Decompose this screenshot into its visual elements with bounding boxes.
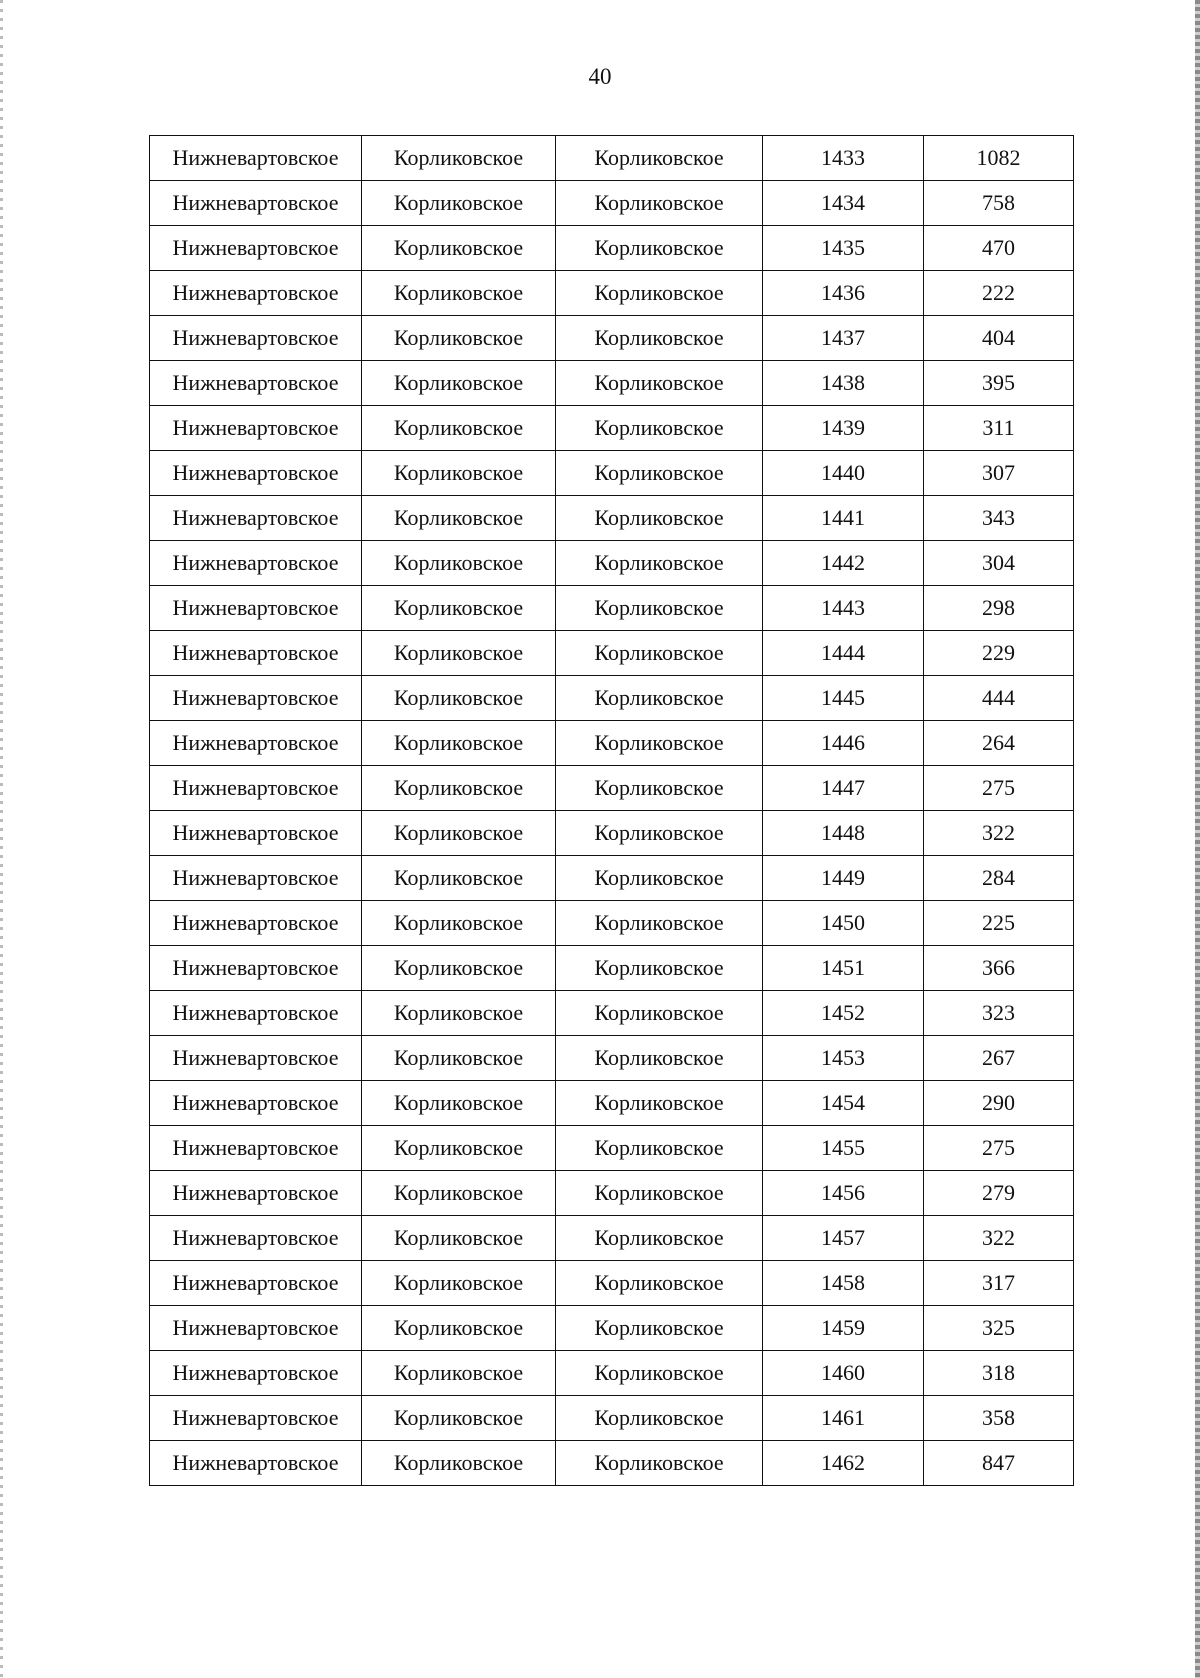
settlement-cell: Корликовское bbox=[362, 1036, 556, 1081]
table-row bbox=[150, 1126, 1074, 1171]
value-cell: 307 bbox=[924, 451, 1074, 496]
number-cell: 1445 bbox=[763, 676, 924, 721]
number-cell: 1458 bbox=[763, 1261, 924, 1306]
settlement-cell: Корликовское bbox=[362, 1081, 556, 1126]
settlement-cell: Корликовское bbox=[362, 856, 556, 901]
number-cell: 1460 bbox=[763, 1351, 924, 1396]
locality-cell: Корликовское bbox=[556, 631, 763, 676]
number-cell: 1461 bbox=[763, 1396, 924, 1441]
locality-cell: Корликовское bbox=[556, 451, 763, 496]
district-cell: Нижневартовское bbox=[150, 316, 362, 361]
number-cell: 1438 bbox=[763, 361, 924, 406]
district-cell: Нижневартовское bbox=[150, 1126, 362, 1171]
table-row bbox=[150, 946, 1074, 991]
value-cell: 1082 bbox=[924, 136, 1074, 181]
table-row bbox=[150, 991, 1074, 1036]
number-cell: 1433 bbox=[763, 136, 924, 181]
locality-cell: Корликовское bbox=[556, 226, 763, 271]
district-cell: Нижневартовское bbox=[150, 1306, 362, 1351]
value-cell: 366 bbox=[924, 946, 1074, 991]
locality-cell: Корликовское bbox=[556, 406, 763, 451]
number-cell: 1451 bbox=[763, 946, 924, 991]
value-cell: 404 bbox=[924, 316, 1074, 361]
district-cell: Нижневартовское bbox=[150, 946, 362, 991]
value-cell: 323 bbox=[924, 991, 1074, 1036]
number-cell: 1440 bbox=[763, 451, 924, 496]
district-cell: Нижневартовское bbox=[150, 541, 362, 586]
page-number: 40 bbox=[588, 64, 612, 89]
value-cell: 322 bbox=[924, 811, 1074, 856]
locality-cell: Корликовское bbox=[556, 721, 763, 766]
settlement-cell: Корликовское bbox=[362, 496, 556, 541]
table-row bbox=[150, 1441, 1074, 1486]
settlement-cell: Корликовское bbox=[362, 1306, 556, 1351]
value-cell: 358 bbox=[924, 1396, 1074, 1441]
settlement-cell: Корликовское bbox=[362, 811, 556, 856]
table-row bbox=[150, 1036, 1074, 1081]
locality-cell: Корликовское bbox=[556, 136, 763, 181]
settlement-cell: Корликовское bbox=[362, 1171, 556, 1216]
settlement-cell: Корликовское bbox=[362, 1261, 556, 1306]
locality-cell: Корликовское bbox=[556, 1036, 763, 1081]
settlement-cell: Корликовское bbox=[362, 586, 556, 631]
table-row bbox=[150, 1171, 1074, 1216]
table-row bbox=[150, 181, 1074, 226]
district-cell: Нижневартовское bbox=[150, 1396, 362, 1441]
table-row bbox=[150, 1396, 1074, 1441]
number-cell: 1449 bbox=[763, 856, 924, 901]
table-row bbox=[150, 676, 1074, 721]
table-row bbox=[150, 451, 1074, 496]
number-cell: 1457 bbox=[763, 1216, 924, 1261]
locality-cell: Корликовское bbox=[556, 901, 763, 946]
district-cell: Нижневартовское bbox=[150, 451, 362, 496]
table-row bbox=[150, 316, 1074, 361]
scan-edge-right bbox=[1195, 0, 1200, 1678]
table-row bbox=[150, 361, 1074, 406]
settlement-cell: Корликовское bbox=[362, 361, 556, 406]
locality-cell: Корликовское bbox=[556, 946, 763, 991]
scan-edge-left bbox=[0, 0, 3, 1678]
number-cell: 1442 bbox=[763, 541, 924, 586]
district-cell: Нижневартовское bbox=[150, 226, 362, 271]
table-row bbox=[150, 541, 1074, 586]
table-row bbox=[150, 406, 1074, 451]
value-cell: 264 bbox=[924, 721, 1074, 766]
locality-cell: Корликовское bbox=[556, 316, 763, 361]
value-cell: 758 bbox=[924, 181, 1074, 226]
table-row bbox=[150, 631, 1074, 676]
number-cell: 1435 bbox=[763, 226, 924, 271]
settlement-cell: Корликовское bbox=[362, 226, 556, 271]
value-cell: 343 bbox=[924, 496, 1074, 541]
settlement-cell: Корликовское bbox=[362, 451, 556, 496]
number-cell: 1436 bbox=[763, 271, 924, 316]
district-cell: Нижневартовское bbox=[150, 406, 362, 451]
district-cell: Нижневартовское bbox=[150, 1036, 362, 1081]
value-cell: 311 bbox=[924, 406, 1074, 451]
district-cell: Нижневартовское bbox=[150, 1441, 362, 1486]
value-cell: 322 bbox=[924, 1216, 1074, 1261]
district-cell: Нижневартовское bbox=[150, 1171, 362, 1216]
district-cell: Нижневартовское bbox=[150, 136, 362, 181]
table-row bbox=[150, 811, 1074, 856]
value-cell: 318 bbox=[924, 1351, 1074, 1396]
table-row bbox=[150, 586, 1074, 631]
value-cell: 325 bbox=[924, 1306, 1074, 1351]
locality-cell: Корликовское bbox=[556, 541, 763, 586]
locality-cell: Корликовское bbox=[556, 1126, 763, 1171]
locality-cell: Корликовское bbox=[556, 856, 763, 901]
settlement-cell: Корликовское bbox=[362, 991, 556, 1036]
settlement-cell: Корликовское bbox=[362, 541, 556, 586]
number-cell: 1448 bbox=[763, 811, 924, 856]
settlement-cell: Корликовское bbox=[362, 901, 556, 946]
district-cell: Нижневартовское bbox=[150, 271, 362, 316]
number-cell: 1443 bbox=[763, 586, 924, 631]
district-cell: Нижневартовское bbox=[150, 901, 362, 946]
settlement-cell: Корликовское bbox=[362, 1126, 556, 1171]
locality-cell: Корликовское bbox=[556, 676, 763, 721]
value-cell: 229 bbox=[924, 631, 1074, 676]
table-row bbox=[150, 1261, 1074, 1306]
number-cell: 1447 bbox=[763, 766, 924, 811]
settlement-cell: Корликовское bbox=[362, 946, 556, 991]
district-cell: Нижневартовское bbox=[150, 856, 362, 901]
number-cell: 1459 bbox=[763, 1306, 924, 1351]
table-row bbox=[150, 856, 1074, 901]
settlement-cell: Корликовское bbox=[362, 631, 556, 676]
value-cell: 279 bbox=[924, 1171, 1074, 1216]
number-cell: 1456 bbox=[763, 1171, 924, 1216]
value-cell: 847 bbox=[924, 1441, 1074, 1486]
value-cell: 444 bbox=[924, 676, 1074, 721]
locality-cell: Корликовское bbox=[556, 496, 763, 541]
number-cell: 1446 bbox=[763, 721, 924, 766]
settlement-cell: Корликовское bbox=[362, 181, 556, 226]
data-table bbox=[149, 135, 1074, 1486]
value-cell: 298 bbox=[924, 586, 1074, 631]
table-row bbox=[150, 1216, 1074, 1261]
district-cell: Нижневартовское bbox=[150, 721, 362, 766]
number-cell: 1455 bbox=[763, 1126, 924, 1171]
value-cell: 225 bbox=[924, 901, 1074, 946]
number-cell: 1462 bbox=[763, 1441, 924, 1486]
settlement-cell: Корликовское bbox=[362, 1441, 556, 1486]
table-row bbox=[150, 496, 1074, 541]
locality-cell: Корликовское bbox=[556, 1396, 763, 1441]
locality-cell: Корликовское bbox=[556, 1081, 763, 1126]
locality-cell: Корликовское bbox=[556, 811, 763, 856]
district-cell: Нижневартовское bbox=[150, 991, 362, 1036]
value-cell: 317 bbox=[924, 1261, 1074, 1306]
district-cell: Нижневартовское bbox=[150, 631, 362, 676]
district-cell: Нижневартовское bbox=[150, 811, 362, 856]
settlement-cell: Корликовское bbox=[362, 1351, 556, 1396]
locality-cell: Корликовское bbox=[556, 1306, 763, 1351]
value-cell: 222 bbox=[924, 271, 1074, 316]
settlement-cell: Корликовское bbox=[362, 1396, 556, 1441]
district-cell: Нижневартовское bbox=[150, 1216, 362, 1261]
value-cell: 284 bbox=[924, 856, 1074, 901]
value-cell: 470 bbox=[924, 226, 1074, 271]
settlement-cell: Корликовское bbox=[362, 1216, 556, 1261]
district-cell: Нижневартовское bbox=[150, 586, 362, 631]
value-cell: 395 bbox=[924, 361, 1074, 406]
locality-cell: Корликовское bbox=[556, 1441, 763, 1486]
number-cell: 1434 bbox=[763, 181, 924, 226]
value-cell: 275 bbox=[924, 1126, 1074, 1171]
locality-cell: Корликовское bbox=[556, 1261, 763, 1306]
district-cell: Нижневартовское bbox=[150, 361, 362, 406]
value-cell: 304 bbox=[924, 541, 1074, 586]
value-cell: 267 bbox=[924, 1036, 1074, 1081]
district-cell: Нижневартовское bbox=[150, 1351, 362, 1396]
locality-cell: Корликовское bbox=[556, 766, 763, 811]
number-cell: 1441 bbox=[763, 496, 924, 541]
settlement-cell: Корликовское bbox=[362, 406, 556, 451]
table-row bbox=[150, 1351, 1074, 1396]
number-cell: 1444 bbox=[763, 631, 924, 676]
table-row bbox=[150, 1081, 1074, 1126]
locality-cell: Корликовское bbox=[556, 271, 763, 316]
settlement-cell: Корликовское bbox=[362, 721, 556, 766]
number-cell: 1437 bbox=[763, 316, 924, 361]
settlement-cell: Корликовское bbox=[362, 271, 556, 316]
value-cell: 290 bbox=[924, 1081, 1074, 1126]
number-cell: 1450 bbox=[763, 901, 924, 946]
district-cell: Нижневартовское bbox=[150, 676, 362, 721]
table-row bbox=[150, 226, 1074, 271]
settlement-cell: Корликовское bbox=[362, 136, 556, 181]
table-row bbox=[150, 721, 1074, 766]
number-cell: 1452 bbox=[763, 991, 924, 1036]
settlement-cell: Корликовское bbox=[362, 316, 556, 361]
settlement-cell: Корликовское bbox=[362, 766, 556, 811]
number-cell: 1453 bbox=[763, 1036, 924, 1081]
table-row bbox=[150, 766, 1074, 811]
locality-cell: Корликовское bbox=[556, 1351, 763, 1396]
locality-cell: Корликовское bbox=[556, 361, 763, 406]
settlement-cell: Корликовское bbox=[362, 676, 556, 721]
table-row bbox=[150, 136, 1074, 181]
value-cell: 275 bbox=[924, 766, 1074, 811]
number-cell: 1439 bbox=[763, 406, 924, 451]
locality-cell: Корликовское bbox=[556, 991, 763, 1036]
locality-cell: Корликовское bbox=[556, 181, 763, 226]
table-row bbox=[150, 271, 1074, 316]
district-cell: Нижневартовское bbox=[150, 766, 362, 811]
table-row bbox=[150, 901, 1074, 946]
district-cell: Нижневартовское bbox=[150, 1081, 362, 1126]
district-cell: Нижневартовское bbox=[150, 181, 362, 226]
district-cell: Нижневартовское bbox=[150, 496, 362, 541]
district-cell: Нижневартовское bbox=[150, 1261, 362, 1306]
locality-cell: Корликовское bbox=[556, 1171, 763, 1216]
locality-cell: Корликовское bbox=[556, 1216, 763, 1261]
table-body bbox=[150, 136, 1074, 1486]
locality-cell: Корликовское bbox=[556, 586, 763, 631]
number-cell: 1454 bbox=[763, 1081, 924, 1126]
table-row bbox=[150, 1306, 1074, 1351]
